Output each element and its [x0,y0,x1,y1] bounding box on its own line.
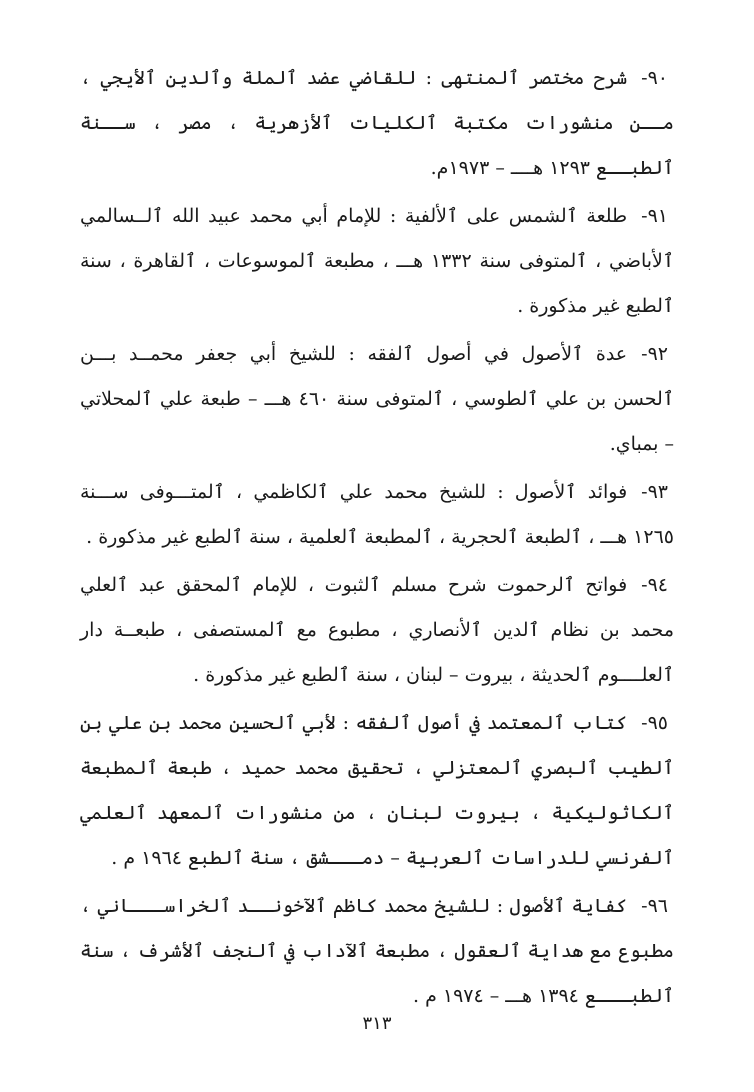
entry-text: فوائد ٱلأصول : للشيخ محمد علي ٱلكاظمي ، ٱلمتـــوفى ســـنة ١٢٦٥ هـــ ، ٱلطبعة ٱلحجرية ، ٱلمطبعة ٱلعلمية ، سنة ٱلطبع غير مذكورة . [80,481,674,548]
entry-text: طلعة ٱلشمس على ٱلألفية : للإمام أبي محمد عبيد الله ٱلــسالمي ٱلأباضي ، ٱلمتوفى سنة ١٣٣٢ هـــ ، مطبعة ٱلموسوعات ، ٱلقاهرة ، سنة ٱلطبع غير مذكورة . [80,205,674,317]
page-number: ٣١٣ [362,1013,392,1034]
bibliography-entry-93 [80,470,674,560]
bibliography-entry-96 [80,884,674,1019]
entry-number: ٩٠- [641,67,668,89]
entry-text: كتاب ٱلمعتمد في أصول ٱلفقه : لأبي ٱلحسين محمد بن علي بن ٱلطيب ٱلبصري ٱلمعتزلي ، تحقيق محمد حميد ، طبعة ٱلمطبعة ٱلكاثوليكية ، بيروت لبنان ، من منشورات ٱلمعهد ٱلعلمي ٱلفرنسي للدراسات ٱلعربية – دمـــشق ، سنة ٱلطبع ١٩٦٤ م . [80,712,674,869]
entry-text: شرح مختصر ٱلمنتهى : للقاضي عضد ٱلملة وٱلدين ٱلأيجي ، مــن منشورات مكتبة ٱلكليات ٱلأزهرية ، مصر ، ســنة ٱلطبــع ١٢٩٣ هــــ – ١٩٧٣م. [80,67,674,179]
entry-number: ٩٤- [641,574,668,596]
entry-number: ٩١- [641,205,668,227]
entry-number: ٩٢- [641,343,668,365]
entry-text: عدة ٱلأصول في أصول ٱلفقه : للشيخ أبي جعفر محمــد بـــن ٱلحسن بن علي ٱلطوسي ، ٱلمتوفى سنة ٤٦٠ هـــ – طبعة علي ٱلمحلاتي – بمباي. [80,343,674,455]
entry-number: ٩٦- [641,895,668,917]
entry-number: ٩٣- [641,481,668,503]
entry-text: كفاية ٱلأصول : للشيخ محمد كاظم ٱلآخونــد ٱلخراســـاني ، مطبوع مع هداية ٱلعقول ، مطبعة ٱلآداب في ٱلنجف ٱلأشرف ، سنة ٱلطبـــع ١٣٩٤ هـــ – ١٩٧٤ م . [80,895,674,1007]
entry-text: فواتح ٱلرحموت شرح مسلم ٱلثبوت ، للإمام ٱلمحقق عبد ٱلعلي محمد بن نظام ٱلدين ٱلأنصاري ، مطبوع مع ٱلمستصفى ، طبعــة دار ٱلعلــــوم ٱلحديثة ، بيروت – لبنان ، سنة ٱلطبع غير مذكورة . [80,574,674,686]
bibliography-entry-91 [80,194,674,329]
bibliography-entry-92 [80,332,674,467]
entry-number: ٩٥- [641,712,668,734]
bibliography-entry-90 [80,56,674,191]
bibliography-list [80,56,674,1022]
bibliography-entry-94 [80,563,674,698]
bibliography-entry-95 [80,701,674,881]
